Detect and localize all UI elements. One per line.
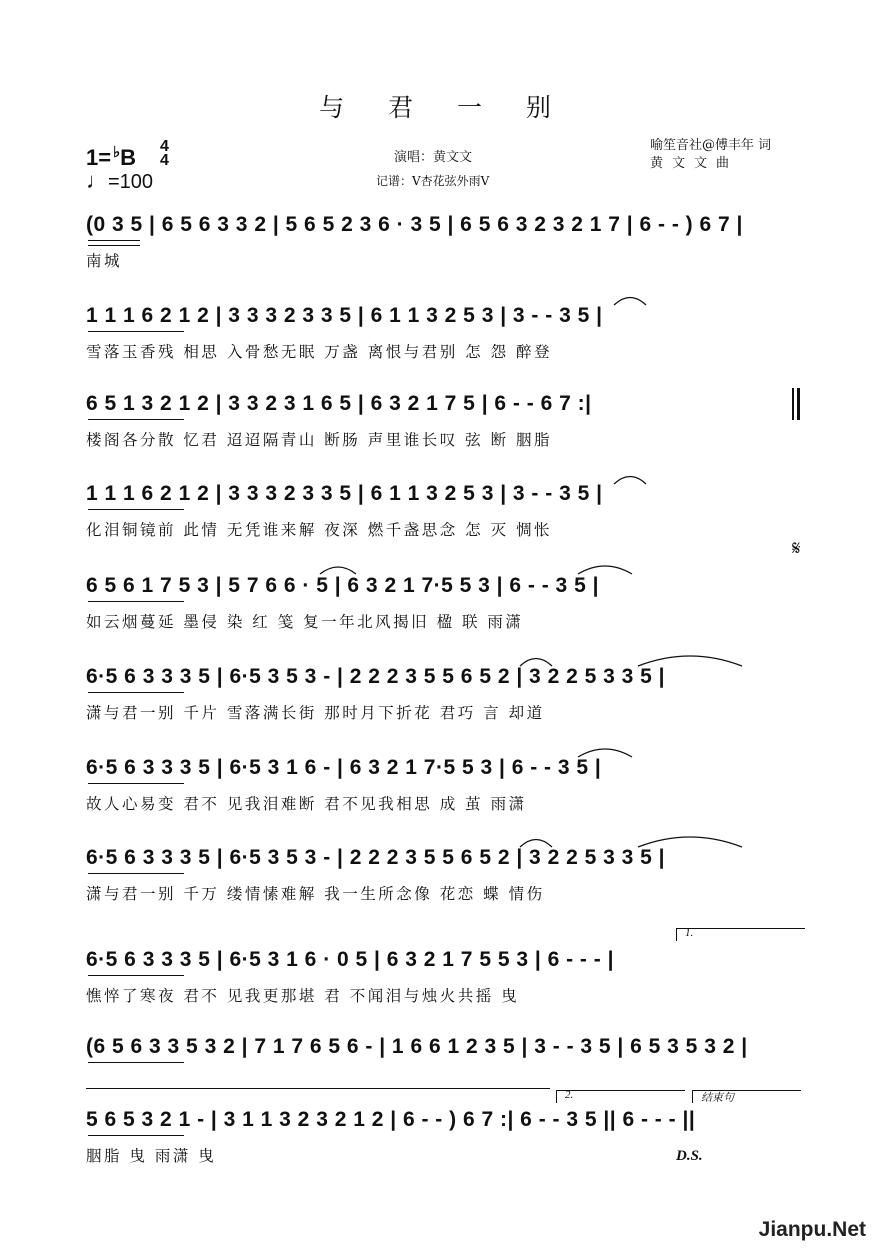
lyric-line: 雪落玉香残 相思 入骨愁无眠 万盏 离恨与君别 怎 怨 醉登 — [86, 343, 552, 361]
notation-line: 5 6 5 3 2 1 - | 3 1 1 3 2 3 2 1 2 | 6 - - ) 6 7 :| 6 - - 3 5 || 6 - - - || — [86, 1108, 696, 1131]
site-watermark: Jianpu.Net — [758, 1218, 866, 1241]
volta-1-label: 1. — [685, 927, 694, 939]
time-bottom: 4 — [160, 152, 169, 169]
slur — [638, 837, 742, 847]
ending-label: 结束句 — [701, 1092, 734, 1104]
lyric-line: 潇与君一别 千片 雪落满长街 那时月下折花 君巧 言 却道 — [86, 704, 545, 722]
notation-line: 1 1 1 6 2 1 2 | 3 3 3 2 3 3 5 | 6 1 1 3 2 5 3 | 3 - - 3 5 | — [86, 304, 603, 327]
notation-line: 6·5 6 3 3 3 5 | 6·5 3 1 6 · 0 5 | 6 3 2 1 7 5 5 3 | 6 - - - | — [86, 948, 614, 971]
ending-bracket — [692, 1090, 801, 1103]
volta-2-label: 2. — [565, 1089, 574, 1101]
tempo-value: =100 — [108, 171, 154, 193]
slur — [578, 566, 632, 574]
composer: 黄文文曲 — [650, 156, 739, 171]
flat-icon: ♭ — [113, 144, 121, 161]
notation-line: 6 5 1 3 2 1 2 | 3 3 2 3 1 6 5 | 6 3 2 1 7 5 | 6 - - 6 7 :| — [86, 392, 592, 415]
slur — [614, 298, 646, 306]
segno-sign: 𝄋 — [792, 536, 801, 560]
lyric-line: 化泪铜镜前 此情 无凭谁来解 夜深 燃千盏思念 怎 灭 惆怅 — [86, 521, 552, 539]
notation-line: 6 5 6 1 7 5 3 | 5 7 6 6 · 5 | 6 3 2 1 7·5 5 3 | 6 - - 3 5 | — [86, 574, 599, 597]
volta-2-bracket — [556, 1090, 685, 1103]
slur — [520, 659, 552, 667]
lyric-line: 南城 — [86, 252, 123, 270]
quarter-note-icon: ♩ — [86, 168, 108, 193]
lyric-line: 潇与君一别 千万 缕情愫难解 我一生所念像 花恋 蝶 情伤 — [86, 885, 545, 903]
notation-line: (6 5 6 3 3 5 3 2 | 7 1 7 6 5 6 - | 1 6 6 1 2 3 5 | 3 - - 3 5 | 6 5 3 5 3 2 | — [86, 1035, 748, 1058]
key-note: B — [120, 145, 137, 170]
slur — [320, 567, 356, 574]
lyric-line: 楼阁各分散 忆君 迢迢隔青山 断肠 声里谁长叹 弦 断 胭脂 — [86, 431, 552, 449]
lyric-line: 故人心易变 君不 见我泪难断 君不见我相思 成 茧 雨潇 — [86, 795, 527, 813]
singer: 演唱：黄文文 — [394, 150, 473, 165]
ds-marking: D.S. — [676, 1148, 703, 1164]
bracket-line — [86, 1088, 550, 1089]
slur — [638, 656, 742, 666]
volta-1-bracket — [676, 928, 805, 941]
lyric-line: 如云烟蔓延 墨侵 染 红 笺 复一年北风揭旧 楹 联 雨潇 — [86, 613, 524, 631]
notation-line: 1 1 1 6 2 1 2 | 3 3 3 2 3 3 5 | 6 1 1 3 2 5 3 | 3 - - 3 5 | — [86, 482, 603, 505]
transcriber: 记谱：V杏花弦外雨V — [376, 174, 490, 188]
notation-line: 6·5 6 3 3 3 5 | 6·5 3 1 6 - | 6 3 2 1 7·5 5 3 | 6 - - 3 5 | — [86, 756, 602, 779]
time-top: 4 — [160, 138, 169, 155]
key-label: 1= — [86, 145, 112, 170]
song-title: 与 君 一 别 — [319, 93, 569, 122]
lyricist: 喻笙音社@傅丰年 词 — [650, 138, 772, 153]
slur — [578, 749, 632, 757]
lyric-line: 胭脂 曳 雨潇 曳 — [86, 1147, 217, 1165]
notation-line: 6·5 6 3 3 3 5 | 6·5 3 5 3 - | 2 2 2 3 5 5 6 5 2 | 3 2 2 5 3 3 5 | — [86, 846, 666, 869]
lyric-line: 憔悴了寒夜 君不 见我更那堪 君 不闻泪与烛火共摇 曳 — [86, 987, 520, 1005]
notation-line: (0 3 5 | 6 5 6 3 3 2 | 5 6 5 2 3 6 · 3 5 | 6 5 6 3 2 3 2 1 7 | 6 - - ) 6 7 | — [86, 213, 743, 236]
slur — [614, 477, 646, 485]
notation-line: 6·5 6 3 3 3 5 | 6·5 3 5 3 - | 2 2 2 3 5 5 6 5 2 | 3 2 2 5 3 3 5 | — [86, 665, 666, 688]
slur — [520, 840, 552, 848]
